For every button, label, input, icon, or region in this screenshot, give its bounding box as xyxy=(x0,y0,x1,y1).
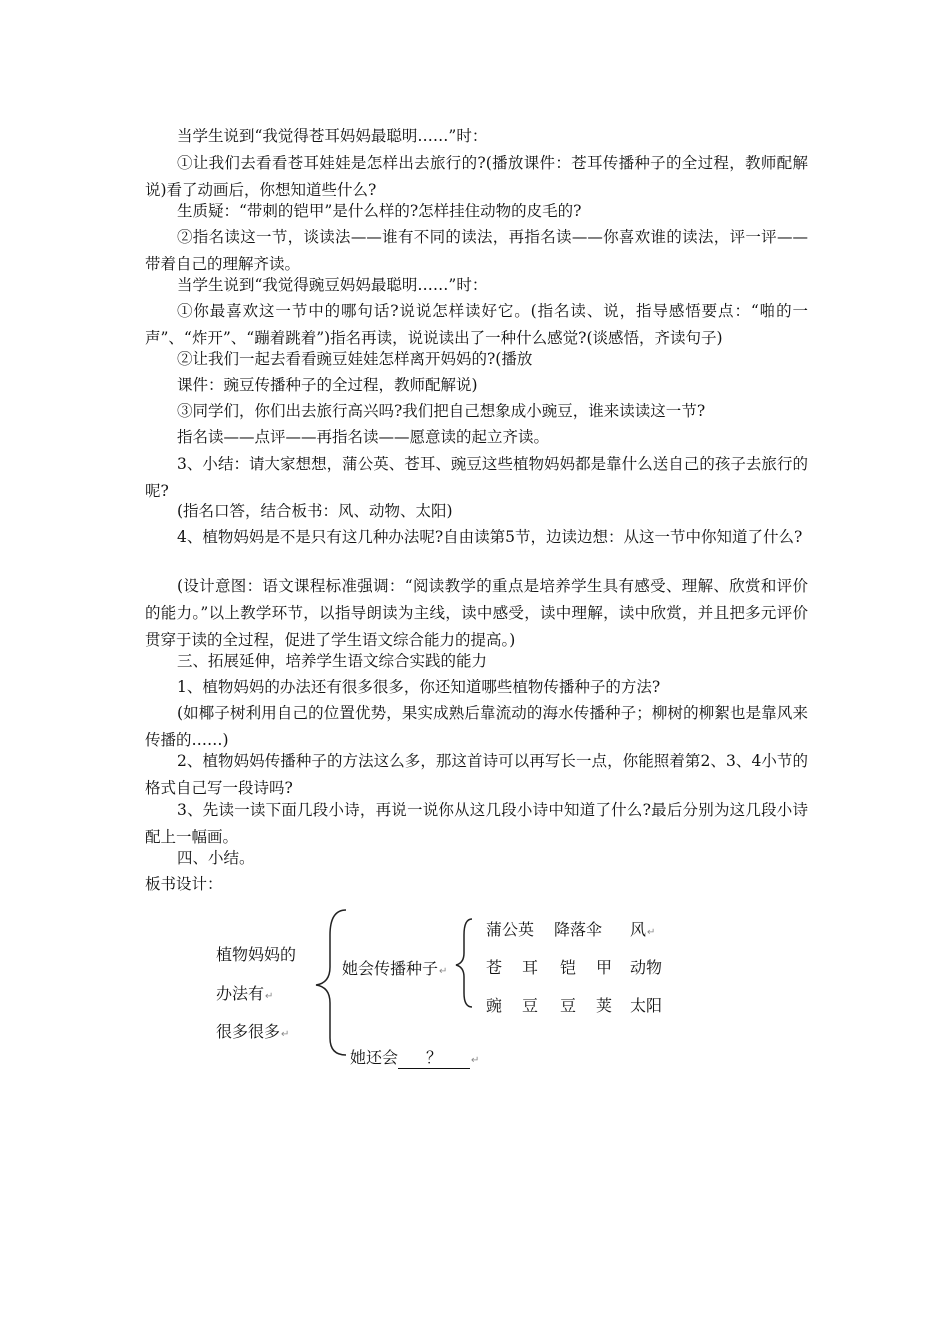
board-row3-item: 太阳 xyxy=(630,996,663,1015)
board-row3-item: 荚 xyxy=(596,996,613,1015)
blackboard-diagram xyxy=(200,905,720,1075)
paragraph: ①让我们去看看苍耳娃娃是怎样出去旅行的?(播放课件：苍耳传播种子的全过程，教师配解说)看了动画后，你想知道些什么? xyxy=(145,154,808,199)
board-row2-item: 动物 xyxy=(630,958,663,977)
return-mark-icon: ↵ xyxy=(265,991,274,1002)
board-left-line3: 很多很多↵ xyxy=(216,1022,290,1041)
board-row1-item: 风↵ xyxy=(630,920,656,939)
paragraph: 指名读——点评——再指名读——愿意读的起立齐读。 xyxy=(177,428,550,446)
paragraph: (如椰子树利用自己的位置优势，果实成熟后靠流动的海水传播种子；柳树的柳絮也是靠风来传播的……) xyxy=(145,704,808,749)
board-left-line1: 植物妈妈的 xyxy=(216,945,297,964)
board-left-line2: 办法有↵ xyxy=(216,984,274,1003)
board-also-line: 她还会 ？ ↵ xyxy=(350,1045,479,1069)
paragraph: ②指名读这一节，谈读法——谁有不同的读法，再指名读——你喜欢谁的读法，评一评——带着自己的理解齐读。 xyxy=(145,228,808,273)
board-row2-item: 铠 xyxy=(560,958,577,977)
board-row2-item: 耳 xyxy=(522,958,539,977)
paragraph: 当学生说到“我觉得豌豆妈妈最聪明……”时： xyxy=(177,276,488,294)
board-row3-item: 豆 xyxy=(522,996,539,1015)
board-row1-item: 降落伞 xyxy=(554,920,603,939)
return-mark-icon: ↵ xyxy=(439,966,448,977)
paragraph: ①你最喜欢这一节中的哪句话?说说怎样读好它。(指名读、说，指导感悟要点：“啪的一声”、“炸开”、“蹦着跳着”)指名再读，说说读出了一种什么感觉?(谈感悟，齐读句子) xyxy=(145,302,808,347)
board-row2-item: 苍 xyxy=(486,958,503,977)
board-row2-item: 甲 xyxy=(596,958,613,977)
paragraph: 课件：豌豆传播种子的全过程，教师配解说) xyxy=(177,376,478,394)
return-mark-icon: ↵ xyxy=(281,1029,290,1040)
return-mark-icon: ↵ xyxy=(647,927,656,938)
paragraph: (设计意图：语文课程标准强调：“阅读教学的重点是培养学生具有感受、理解、欣赏和评价的能力。”以上教学环节，以指导朗读为主线，读中感受，读中理解，读中欣赏，并且把多元评价贯穿于读的全过程，促进了学生语文综合能力的提高。) xyxy=(145,577,808,649)
paragraph: 当学生说到“我觉得苍耳妈妈最聪明……”时： xyxy=(177,127,488,145)
paragraph: 3、小结：请大家想想，蒲公英、苍耳、豌豆这些植物妈妈都是靠什么送自己的孩子去旅行的呢? xyxy=(145,455,808,500)
board-design-heading: 板书设计： xyxy=(145,875,223,893)
return-mark-icon: ↵ xyxy=(471,1055,480,1066)
paragraph: (指名口答，结合板书：风、动物、太阳) xyxy=(177,502,453,520)
paragraph: 4、植物妈妈是不是只有这几种办法呢?自由读第5节，边读边想：从这一节中你知道了什么? xyxy=(177,528,803,546)
fill-in-blank: ？ xyxy=(398,1045,470,1069)
paragraph: ③同学们，你们出去旅行高兴吗?我们把自己想象成小豌豆，谁来读读这一节? xyxy=(177,402,706,420)
paragraph: ②让我们一起去看看豌豆娃娃怎样离开妈妈的?(播放 xyxy=(177,350,533,368)
board-row3-item: 豌 xyxy=(486,996,503,1015)
paragraph: 四、小结。 xyxy=(177,849,255,867)
paragraph: 生质疑：“带刺的铠甲”是什么样的?怎样挂住动物的皮毛的? xyxy=(177,202,582,220)
paragraph: 三、拓展延伸，培养学生语文综合实践的能力 xyxy=(177,652,488,670)
board-mid-label: 她会传播种子↵ xyxy=(342,959,448,978)
paragraph: 1、植物妈妈的办法还有很多很多，你还知道哪些植物传播种子的方法? xyxy=(177,678,661,696)
paragraph: 2、植物妈妈传播种子的方法这么多，那这首诗可以再写长一点，你能照着第2、3、4小节的格式自己写一段诗吗? xyxy=(145,752,808,797)
paragraph: 3、先读一读下面几段小诗，再说一说你从这几段小诗中知道了什么?最后分别为这几段小诗配上一幅画。 xyxy=(145,801,808,846)
board-row3-item: 豆 xyxy=(560,996,577,1015)
board-row1-item: 蒲公英 xyxy=(486,920,535,939)
